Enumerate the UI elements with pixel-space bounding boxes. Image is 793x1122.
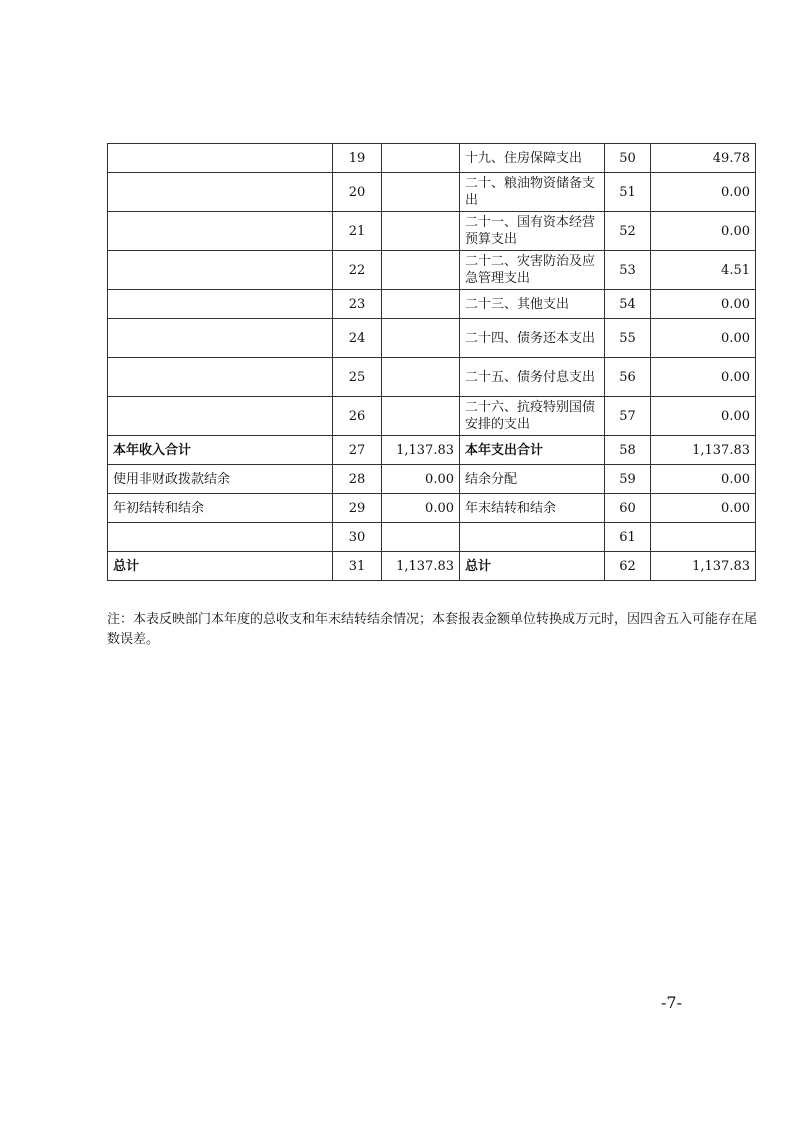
left-item-cell bbox=[108, 523, 333, 552]
right-seq-cell: 61 bbox=[605, 523, 651, 552]
table-row bbox=[108, 290, 756, 319]
right-seq-cell: 60 bbox=[605, 494, 651, 523]
right-seq-cell: 55 bbox=[605, 319, 651, 358]
left-item-cell: 本年收入合计 bbox=[108, 436, 333, 465]
left-seq-cell: 20 bbox=[333, 173, 382, 212]
right-amount-cell: 1,137.83 bbox=[651, 436, 756, 465]
right-seq-cell: 58 bbox=[605, 436, 651, 465]
left-seq-cell: 28 bbox=[333, 465, 382, 494]
right-item-cell: 二十六、抗疫特别国债安排的支出 bbox=[460, 397, 605, 436]
right-amount-cell: 0.00 bbox=[651, 173, 756, 212]
left-amount-cell bbox=[382, 290, 460, 319]
right-item-cell bbox=[460, 523, 605, 552]
right-amount-cell: 49.78 bbox=[651, 144, 756, 173]
right-seq-cell: 50 bbox=[605, 144, 651, 173]
right-seq-cell: 56 bbox=[605, 358, 651, 397]
right-item-cell: 十九、住房保障支出 bbox=[460, 144, 605, 173]
left-item-cell: 总计 bbox=[108, 552, 333, 581]
right-seq-cell: 51 bbox=[605, 173, 651, 212]
table-row bbox=[108, 465, 756, 494]
left-amount-cell: 0.00 bbox=[382, 465, 460, 494]
right-amount-cell: 0.00 bbox=[651, 290, 756, 319]
left-amount-cell bbox=[382, 358, 460, 397]
left-seq-cell: 22 bbox=[333, 251, 382, 290]
table-row bbox=[108, 144, 756, 173]
left-seq-cell: 25 bbox=[333, 358, 382, 397]
left-item-cell bbox=[108, 212, 333, 251]
table-row bbox=[108, 523, 756, 552]
left-seq-cell: 21 bbox=[333, 212, 382, 251]
left-amount-cell bbox=[382, 319, 460, 358]
table-footnote: 注：本表反映部门本年度的总收支和年末结转结余情况；本套报表金额单位转换成万元时，因四舍五入可能存在尾数误差。 bbox=[107, 612, 758, 647]
right-seq-cell: 62 bbox=[605, 552, 651, 581]
right-item-cell: 年末结转和结余 bbox=[460, 494, 605, 523]
right-amount-cell bbox=[651, 523, 756, 552]
right-amount-cell: 0.00 bbox=[651, 397, 756, 436]
left-item-cell: 年初结转和结余 bbox=[108, 494, 333, 523]
left-amount-cell bbox=[382, 523, 460, 552]
right-amount-cell: 0.00 bbox=[651, 494, 756, 523]
left-item-cell bbox=[108, 144, 333, 173]
left-amount-cell: 1,137.83 bbox=[382, 436, 460, 465]
left-amount-cell: 0.00 bbox=[382, 494, 460, 523]
right-amount-cell: 1,137.83 bbox=[651, 552, 756, 581]
right-seq-cell: 53 bbox=[605, 251, 651, 290]
right-amount-cell: 0.00 bbox=[651, 358, 756, 397]
table-row bbox=[108, 173, 756, 212]
left-seq-cell: 26 bbox=[333, 397, 382, 436]
left-seq-cell: 29 bbox=[333, 494, 382, 523]
table-row bbox=[108, 552, 756, 581]
right-amount-cell: 0.00 bbox=[651, 465, 756, 494]
left-amount-cell bbox=[382, 397, 460, 436]
right-item-cell: 二十三、其他支出 bbox=[460, 290, 605, 319]
left-item-cell bbox=[108, 358, 333, 397]
right-item-cell: 二十二、灾害防治及应急管理支出 bbox=[460, 251, 605, 290]
left-seq-cell: 24 bbox=[333, 319, 382, 358]
left-seq-cell: 23 bbox=[333, 290, 382, 319]
right-amount-cell: 0.00 bbox=[651, 319, 756, 358]
left-seq-cell: 31 bbox=[333, 552, 382, 581]
left-item-cell bbox=[108, 397, 333, 436]
left-item-cell bbox=[108, 173, 333, 212]
right-item-cell: 二十一、国有资本经营预算支出 bbox=[460, 212, 605, 251]
table-row bbox=[108, 397, 756, 436]
right-seq-cell: 54 bbox=[605, 290, 651, 319]
left-item-cell bbox=[108, 290, 333, 319]
left-item-cell bbox=[108, 319, 333, 358]
left-amount-cell bbox=[382, 173, 460, 212]
table-body bbox=[108, 144, 756, 581]
table-row bbox=[108, 436, 756, 465]
right-item-cell: 二十五、债务付息支出 bbox=[460, 358, 605, 397]
right-amount-cell: 0.00 bbox=[651, 212, 756, 251]
right-seq-cell: 52 bbox=[605, 212, 651, 251]
left-amount-cell bbox=[382, 144, 460, 173]
page-number: -7- bbox=[661, 993, 682, 1012]
left-seq-cell: 19 bbox=[333, 144, 382, 173]
right-item-cell: 结余分配 bbox=[460, 465, 605, 494]
table-row bbox=[108, 319, 756, 358]
table-row bbox=[108, 212, 756, 251]
left-amount-cell: 1,137.83 bbox=[382, 552, 460, 581]
left-seq-cell: 30 bbox=[333, 523, 382, 552]
table-row bbox=[108, 251, 756, 290]
left-amount-cell bbox=[382, 212, 460, 251]
right-item-cell: 总计 bbox=[460, 552, 605, 581]
right-item-cell: 本年支出合计 bbox=[460, 436, 605, 465]
right-seq-cell: 59 bbox=[605, 465, 651, 494]
table-row bbox=[108, 494, 756, 523]
left-item-cell: 使用非财政拨款结余 bbox=[108, 465, 333, 494]
left-item-cell bbox=[108, 251, 333, 290]
left-amount-cell bbox=[382, 251, 460, 290]
right-item-cell: 二十、粮油物资储备支出 bbox=[460, 173, 605, 212]
table-row bbox=[108, 358, 756, 397]
right-amount-cell: 4.51 bbox=[651, 251, 756, 290]
income-expenditure-table bbox=[107, 143, 756, 581]
left-seq-cell: 27 bbox=[333, 436, 382, 465]
right-seq-cell: 57 bbox=[605, 397, 651, 436]
right-item-cell: 二十四、债务还本支出 bbox=[460, 319, 605, 358]
